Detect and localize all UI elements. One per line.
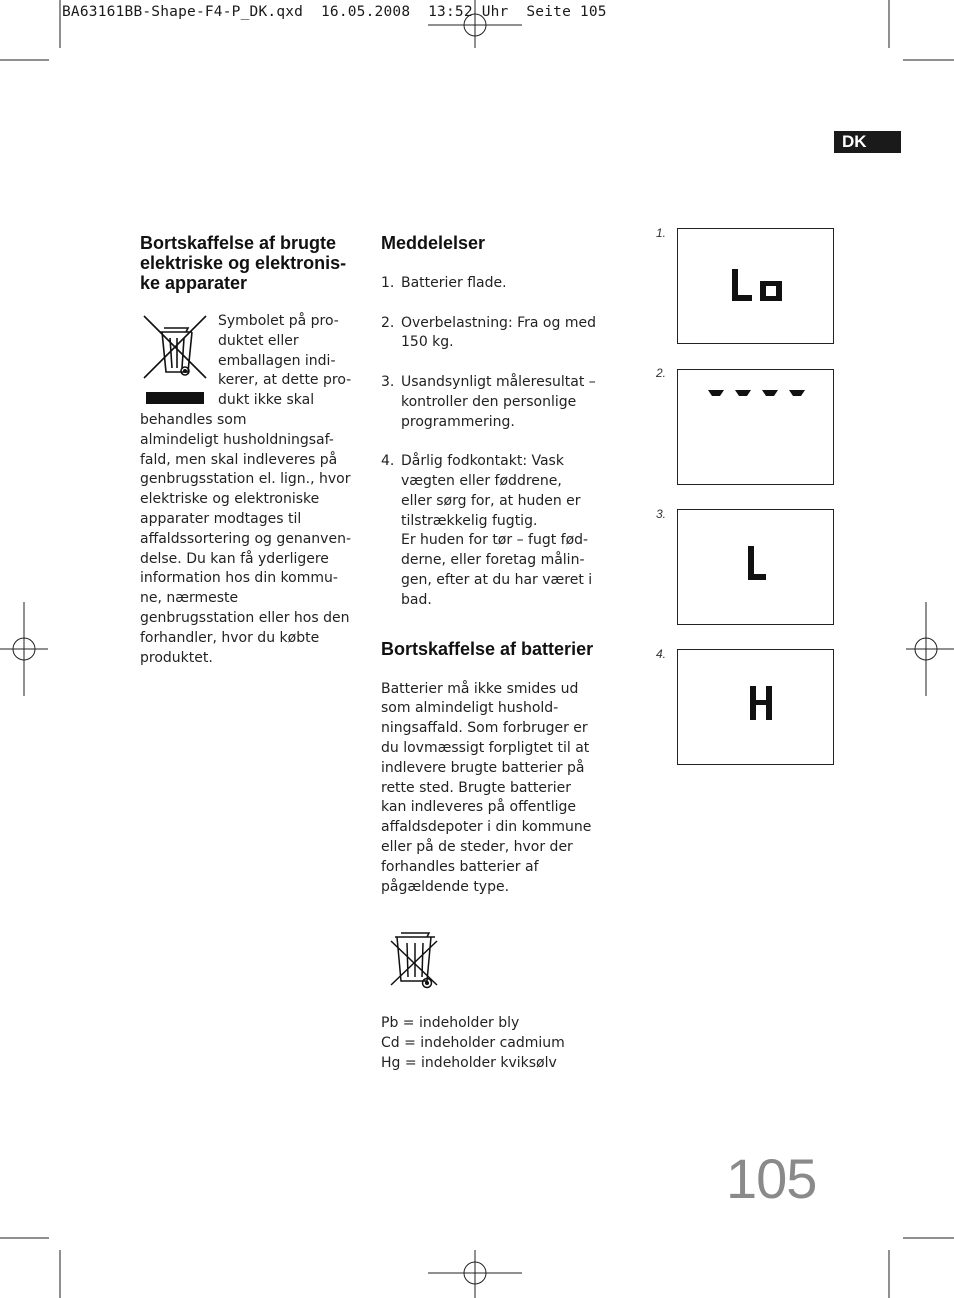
- lcd-readout: [678, 370, 833, 484]
- weee-section: [140, 233, 355, 668]
- weee-body-text: almindeligt husholdningsaf- fald, men skal indleveres på genbrugsstation el. lign., hvor elektriske og elektroniske apparater modtages til affaldssortering og genanven- delse. Du kan få yderligere information hos din kommu- ne, nærmeste genbrugsstation eller hos den forhandler, hvor du købte produktet.: [140, 431, 351, 666]
- notices-title: Meddelelser: [381, 233, 486, 253]
- notice-item: 3. Usandsynligt måleresultat – kontroller den personlige programmering.: [381, 373, 596, 430]
- crossed-out-wheelie-bin-icon: [387, 927, 443, 993]
- battery-text: Batterier må ikke smides ud som almindeligt hushold- ningsaffald. Som forbruger er du lovmæssigt forpligtet til at indlevere brugte batterier på rette sted. Brugte batterier kan indleveres på offentlige affaldsdepoter i din kommune eller på de steder, hvor der forhandles batterier af pågældende type.: [381, 680, 592, 895]
- chem-item: Hg = indeholder kviksølv: [381, 1054, 557, 1071]
- chem-item: Cd = indeholder cadmium: [381, 1035, 565, 1052]
- lcd-readout: [678, 650, 833, 764]
- crossed-out-wheelie-bin-icon: [140, 312, 210, 410]
- lcd-readout: [678, 510, 833, 624]
- notice-item: 1. Batterier flade.: [381, 275, 507, 291]
- page-number: 105: [726, 1147, 817, 1210]
- lcd-display-h: [677, 649, 834, 765]
- notice-item: 4. Dårlig fodkontakt: Vask vægten eller føddrene, eller sørg for, at huden er tilstrækkelig fugtig. Er huden for tør – fugt fød- derne, eller foretag målin- gen, efter at du har været i bad.: [381, 453, 593, 608]
- language-badge: DK: [834, 131, 901, 153]
- battery-title: Bortskaffelse af batterier: [381, 638, 594, 659]
- messages-column: [381, 233, 596, 1074]
- notices-list: [381, 274, 596, 611]
- weee-intro-text: Symbolet på pro- duktet eller emballagen indi- kerer, at dette pro- dukt ikke skal behandles som: [140, 313, 352, 428]
- display-label: 4.: [656, 647, 667, 661]
- lcd-display-lo: [677, 228, 834, 344]
- weee-title: Bortskaffelse af brugte elektriske og elektronis- ke apparater: [140, 233, 347, 293]
- lcd-readout: [678, 229, 833, 343]
- display-label: 1.: [656, 226, 667, 240]
- lcd-display-l: [677, 509, 834, 625]
- print-slug: BA63161BB-Shape-F4-P_DK.qxd 16.05.2008 13:52 Uhr Seite 105: [62, 4, 607, 20]
- notice-item: 2. Overbelastning: Fra og med 150 kg.: [381, 314, 596, 351]
- lcd-display-dashes: [677, 369, 834, 485]
- chem-item: Pb = indeholder bly: [381, 1015, 520, 1032]
- display-label: 2.: [656, 366, 667, 380]
- chem-list: [381, 1014, 596, 1073]
- display-label: 3.: [656, 507, 667, 521]
